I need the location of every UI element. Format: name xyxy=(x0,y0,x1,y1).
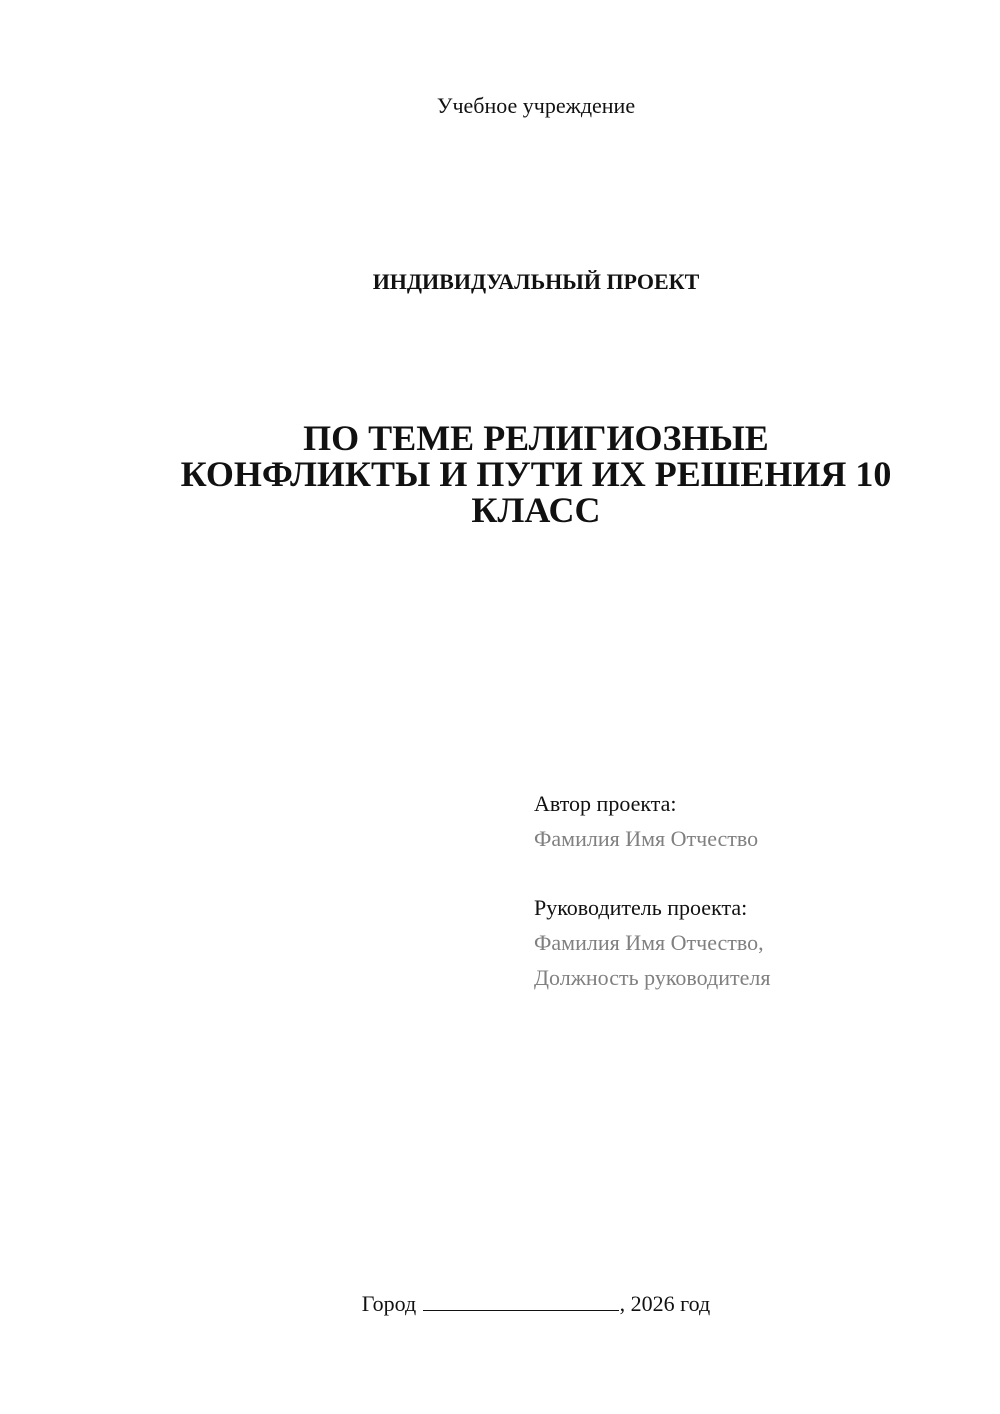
project-title xyxy=(100,420,972,528)
author-label: Автор проекта: xyxy=(534,791,677,816)
project-title-line-2: КОНФЛИКТЫ И ПУТИ ИХ РЕШЕНИЯ 10 xyxy=(180,454,892,494)
project-title-line-3: КЛАСС xyxy=(471,490,601,530)
supervisor-name: Фамилия Имя Отчество, xyxy=(534,930,764,955)
city-blank-line xyxy=(423,1290,619,1311)
year-text: , 2026 год xyxy=(619,1291,711,1316)
supervisor-label: Руководитель проекта: xyxy=(534,895,748,920)
city-year-line xyxy=(0,1290,1000,1318)
city-label: Город xyxy=(361,1291,417,1316)
project-title-line-1: ПО ТЕМЕ РЕЛИГИОЗНЫЕ xyxy=(303,418,769,458)
institution-name: Учебное учреждение xyxy=(436,93,636,118)
signature-block xyxy=(534,786,974,995)
project-type-heading: ИНДИВИДУАЛЬНЫЙ ПРОЕКТ xyxy=(372,269,700,294)
signature-gap xyxy=(534,856,974,890)
supervisor-position: Должность руководителя xyxy=(534,965,771,990)
author-name: Фамилия Имя Отчество xyxy=(534,826,759,851)
